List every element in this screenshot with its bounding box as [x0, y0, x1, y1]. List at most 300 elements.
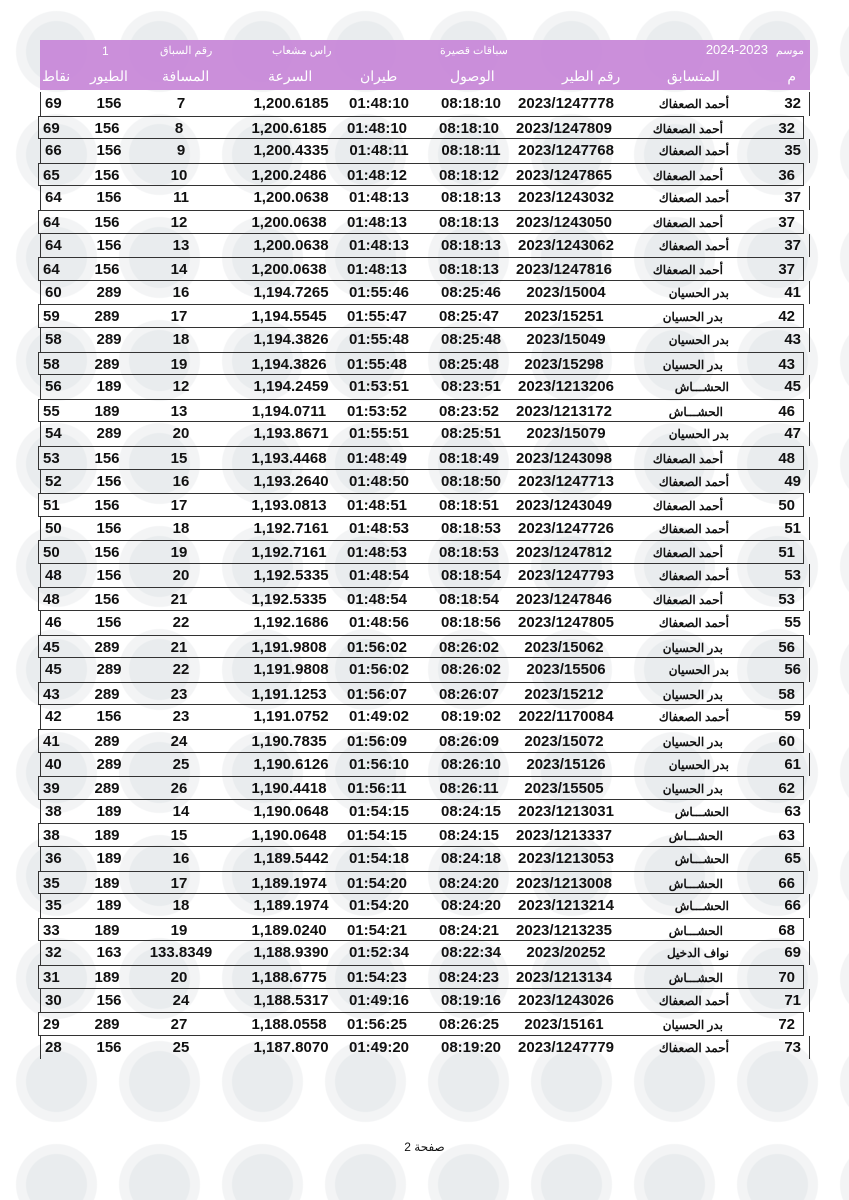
cell-ring-number: 2023/1213008 — [516, 874, 612, 892]
cell-distance: 21 — [170, 591, 188, 609]
table-header — [40, 40, 810, 90]
cell-rank: 37 — [778, 261, 795, 279]
cell-birds: 289 — [94, 1016, 120, 1034]
cell-speed: 1,194.5545 — [251, 308, 327, 326]
cell-rank: 59 — [784, 708, 801, 726]
cell-distance: 27 — [170, 1016, 188, 1034]
cell-points: 52 — [45, 472, 62, 490]
cell-ring-number: 2023/15062 — [524, 638, 604, 656]
cell-birds: 156 — [94, 544, 120, 562]
cell-ring-number: 2023/1247713 — [518, 472, 614, 490]
cell-rank: 68 — [778, 921, 795, 939]
cell-ring-number: 2023/1247809 — [516, 119, 612, 137]
cell-arrival-time: 08:24:15 — [438, 827, 500, 845]
cell-ring-number: 2023/1213337 — [516, 827, 612, 845]
table-row — [38, 399, 804, 423]
cell-rank: 37 — [784, 236, 801, 254]
cell-rank: 70 — [778, 968, 795, 986]
cell-rank: 53 — [784, 566, 801, 584]
season-label: موسم — [775, 45, 804, 57]
table-row — [38, 540, 804, 564]
cell-arrival-time: 08:26:11 — [439, 780, 499, 798]
cell-speed: 1,194.3826 — [253, 330, 329, 348]
cell-distance: 133.8349 — [149, 944, 213, 962]
cell-birds: 289 — [96, 661, 122, 679]
cell-birds: 289 — [96, 425, 122, 443]
cell-competitor: الحشـــاش — [668, 829, 723, 844]
cell-competitor: بدر الحسيان — [662, 687, 723, 702]
cell-arrival-time: 08:18:13 — [440, 189, 502, 207]
cell-flight-time: 01:48:54 — [348, 566, 410, 584]
cell-competitor: أحمد الصعفاك — [652, 168, 723, 183]
cell-flight-time: 01:55:47 — [346, 308, 408, 326]
cell-flight-time: 01:56:02 — [346, 638, 408, 656]
cell-rank: 46 — [778, 402, 795, 420]
col-ring: رقم الطير — [562, 68, 621, 84]
cell-ring-number: 2023/1213235 — [516, 921, 612, 939]
table-row — [40, 941, 810, 965]
cell-birds: 289 — [96, 283, 122, 301]
cell-competitor: الحشـــاش — [668, 404, 723, 419]
cell-flight-time: 01:56:09 — [346, 733, 408, 751]
cell-points: 42 — [45, 708, 62, 726]
cell-distance: 17 — [170, 308, 188, 326]
table-row — [38, 304, 804, 328]
cell-rank: 56 — [778, 638, 795, 656]
cell-competitor: أحمد الصعفاك — [652, 593, 723, 608]
cell-ring-number: 2023/1247865 — [516, 166, 612, 184]
cell-flight-time: 01:48:51 — [346, 497, 408, 515]
cell-arrival-time: 08:18:54 — [440, 566, 502, 584]
cell-arrival-time: 08:26:02 — [440, 661, 502, 679]
cell-points: 45 — [45, 661, 62, 679]
cell-rank: 32 — [778, 119, 795, 137]
cell-flight-time: 01:48:12 — [346, 166, 408, 184]
table-row — [40, 611, 810, 635]
cell-flight-time: 01:55:51 — [348, 425, 410, 443]
cell-arrival-time: 08:26:09 — [438, 733, 500, 751]
race-number-label: رقم السباق — [160, 45, 213, 57]
cell-points: 60 — [45, 283, 62, 301]
col-rank: م — [787, 68, 796, 84]
cell-flight-time: 01:54:21 — [346, 921, 408, 939]
cell-competitor: بدر الحسيان — [668, 757, 729, 772]
cell-rank: 62 — [778, 780, 795, 798]
cell-points: 46 — [45, 614, 62, 632]
table-row — [38, 918, 804, 942]
cell-birds: 156 — [96, 472, 122, 490]
cell-points: 40 — [45, 755, 62, 773]
cell-flight-time: 01:55:46 — [348, 283, 410, 301]
table-row — [40, 186, 810, 210]
cell-distance: 17 — [170, 497, 188, 515]
table-row — [40, 422, 810, 446]
cell-competitor: أحمد الصعفاك — [658, 521, 729, 536]
cell-birds: 156 — [94, 213, 120, 231]
cell-rank: 73 — [784, 1038, 801, 1056]
cell-flight-time: 01:48:54 — [346, 591, 408, 609]
cell-distance: 19 — [170, 921, 188, 939]
cell-distance: 8 — [174, 119, 184, 137]
cell-birds: 156 — [94, 497, 120, 515]
page-number: صفحة 2 — [404, 1140, 445, 1154]
cell-points: 54 — [45, 425, 62, 443]
col-name: المتسابق — [667, 68, 720, 84]
cell-speed: 1,190.0648 — [253, 802, 329, 820]
cell-flight-time: 01:48:53 — [346, 544, 408, 562]
cell-arrival-time: 08:25:48 — [440, 330, 502, 348]
cell-ring-number: 2023/15072 — [524, 733, 604, 751]
cell-speed: 1,188.9390 — [253, 944, 329, 962]
cell-distance: 9 — [176, 142, 186, 160]
cell-flight-time: 01:54:20 — [348, 897, 410, 915]
cell-birds: 189 — [96, 378, 122, 396]
cell-flight-time: 01:48:10 — [348, 95, 410, 112]
cell-rank: 61 — [784, 755, 801, 773]
cell-birds: 156 — [94, 261, 120, 279]
cell-arrival-time: 08:26:07 — [438, 685, 500, 703]
cell-competitor: أحمد الصعفاك — [652, 263, 723, 278]
cell-speed: 1,192.7161 — [251, 544, 327, 562]
cell-speed: 1,193.2640 — [253, 472, 329, 490]
cell-birds: 189 — [94, 402, 120, 420]
cell-rank: 65 — [784, 850, 801, 867]
cell-distance: 23 — [172, 708, 190, 726]
cell-speed: 1,188.6775 — [251, 968, 327, 986]
cell-ring-number: 2023/15212 — [524, 685, 604, 703]
cell-ring-number: 2023/1247793 — [518, 566, 614, 584]
cell-distance: 20 — [170, 968, 188, 986]
cell-speed: 1,190.0648 — [251, 827, 327, 845]
cell-ring-number: 2023/1243098 — [516, 449, 612, 467]
table-row — [38, 116, 804, 140]
table-row — [38, 210, 804, 234]
cell-ring-number: 2023/15506 — [526, 661, 606, 679]
cell-arrival-time: 08:24:20 — [438, 874, 500, 892]
cell-speed: 1,190.4418 — [251, 780, 327, 798]
cell-competitor: الحشـــاش — [668, 923, 723, 938]
cell-ring-number: 2023/15049 — [526, 330, 606, 348]
cell-ring-number: 2023/1243050 — [516, 213, 612, 231]
cell-flight-time: 01:49:02 — [348, 708, 410, 726]
cell-speed: 1,193.4468 — [251, 449, 327, 467]
cell-birds: 189 — [94, 968, 120, 986]
cell-ring-number: 2023/15505 — [524, 780, 604, 798]
cell-birds: 289 — [96, 755, 122, 773]
table-row — [38, 352, 804, 376]
cell-competitor: الحشـــاش — [674, 852, 729, 866]
cell-distance: 22 — [172, 614, 190, 632]
cell-birds: 156 — [96, 1038, 122, 1056]
cell-points: 64 — [43, 213, 60, 231]
cell-distance: 12 — [170, 213, 188, 231]
cell-points: 45 — [43, 638, 60, 656]
cell-points: 28 — [45, 1038, 62, 1056]
table-row — [40, 894, 810, 918]
table-row — [40, 564, 810, 588]
cell-birds: 156 — [96, 614, 122, 632]
cell-flight-time: 01:56:25 — [346, 1016, 408, 1034]
cell-points: 32 — [45, 944, 62, 962]
cell-points: 35 — [43, 874, 60, 892]
cell-rank: 72 — [778, 1016, 795, 1034]
cell-rank: 66 — [778, 874, 795, 892]
cell-flight-time: 01:48:50 — [348, 472, 410, 490]
cell-speed: 1,187.8070 — [253, 1038, 329, 1056]
table-row — [40, 470, 810, 494]
cell-points: 36 — [45, 850, 62, 867]
cell-flight-time: 01:54:15 — [348, 802, 410, 820]
cell-speed: 1,200.0638 — [253, 236, 329, 254]
table-row — [40, 139, 810, 163]
cell-distance: 18 — [172, 519, 190, 537]
cell-competitor: بدر الحسيان — [662, 640, 723, 655]
cell-flight-time: 01:54:18 — [348, 850, 410, 867]
cell-competitor: نواف الدخيل — [666, 946, 729, 961]
cell-arrival-time: 08:26:10 — [440, 755, 502, 773]
cell-arrival-time: 08:19:02 — [440, 708, 502, 726]
cell-flight-time: 01:48:53 — [348, 519, 410, 537]
cell-arrival-time: 08:25:46 — [440, 283, 502, 301]
cell-flight-time: 01:48:11 — [349, 142, 409, 160]
cell-ring-number: 2023/1247779 — [518, 1038, 614, 1056]
cell-flight-time: 01:55:48 — [348, 330, 410, 348]
cell-rank: 35 — [784, 142, 801, 160]
cell-arrival-time: 08:18:13 — [440, 236, 502, 254]
cell-distance: 19 — [170, 544, 188, 562]
cell-points: 48 — [45, 566, 62, 584]
cell-competitor: أحمد الصعفاك — [658, 568, 729, 583]
cell-competitor: الحشـــاش — [668, 970, 723, 985]
cell-arrival-time: 08:24:18 — [440, 850, 502, 867]
cell-speed: 1,194.2459 — [253, 378, 329, 396]
cell-points: 31 — [43, 968, 60, 986]
cell-competitor: أحمد الصعفاك — [652, 121, 723, 136]
cell-arrival-time: 08:26:02 — [438, 638, 500, 656]
cell-speed: 1,193.8671 — [253, 425, 329, 443]
cell-speed: 1,191.0752 — [253, 708, 329, 726]
table-row — [40, 328, 810, 352]
cell-arrival-time: 08:18:13 — [438, 261, 500, 279]
cell-distance: 24 — [170, 733, 188, 751]
cell-arrival-time: 08:18:53 — [440, 519, 502, 537]
cell-flight-time: 01:54:23 — [346, 968, 408, 986]
cell-distance: 14 — [170, 261, 188, 279]
cell-arrival-time: 08:18:10 — [438, 119, 500, 137]
cell-competitor: أحمد الصعفاك — [658, 238, 729, 253]
table-row — [38, 446, 804, 470]
cell-ring-number: 2023/1247812 — [516, 544, 612, 562]
cell-birds: 156 — [94, 166, 120, 184]
cell-ring-number: 2023/1243049 — [516, 497, 612, 515]
cell-speed: 1,193.0813 — [251, 497, 327, 515]
table-row — [38, 823, 804, 847]
cell-flight-time: 01:48:56 — [348, 614, 410, 632]
cell-flight-time: 01:56:11 — [347, 780, 407, 798]
cell-arrival-time: 08:24:15 — [440, 802, 502, 820]
cell-birds: 289 — [94, 780, 120, 798]
cell-ring-number: 2023/1243062 — [518, 236, 614, 254]
cell-points: 56 — [45, 378, 62, 396]
cell-competitor: أحمد الصعفاك — [652, 451, 723, 466]
cell-rank: 71 — [784, 991, 801, 1009]
cell-competitor: بدر الحسيان — [668, 285, 729, 300]
cell-arrival-time: 08:18:11 — [441, 142, 501, 160]
cell-speed: 1,192.5335 — [253, 566, 329, 584]
cell-points: 69 — [45, 95, 62, 112]
cell-points: 58 — [45, 330, 62, 348]
cell-flight-time: 01:56:07 — [346, 685, 408, 703]
table-row — [40, 281, 810, 305]
cell-arrival-time: 08:25:48 — [438, 355, 500, 373]
cell-speed: 1,191.1253 — [251, 685, 327, 703]
cell-birds: 189 — [96, 897, 122, 915]
table-row — [40, 989, 810, 1013]
cell-ring-number: 2023/15126 — [526, 755, 606, 773]
cell-speed: 1,192.1686 — [253, 614, 329, 632]
cell-arrival-time: 08:23:51 — [440, 378, 502, 396]
cell-arrival-time: 08:23:52 — [438, 402, 500, 420]
table-row — [38, 1012, 804, 1036]
cell-rank: 66 — [784, 897, 801, 915]
cell-rank: 41 — [784, 283, 801, 301]
cell-birds: 189 — [96, 850, 122, 867]
cell-flight-time: 01:52:34 — [348, 944, 410, 962]
cell-speed: 1,200.0638 — [251, 213, 327, 231]
cell-points: 43 — [43, 685, 60, 703]
cell-speed: 1,188.5317 — [253, 991, 329, 1009]
cell-distance: 11 — [173, 189, 189, 207]
cell-distance: 16 — [172, 283, 190, 301]
cell-birds: 289 — [96, 330, 122, 348]
cell-arrival-time: 08:18:56 — [440, 614, 502, 632]
cell-flight-time: 01:48:49 — [346, 449, 408, 467]
table-row — [38, 635, 804, 659]
cell-flight-time: 01:54:20 — [346, 874, 408, 892]
cell-birds: 156 — [96, 236, 122, 254]
results-table — [40, 92, 810, 1059]
table-row — [40, 847, 810, 871]
cell-points: 53 — [43, 449, 60, 467]
cell-arrival-time: 08:18:10 — [440, 95, 502, 112]
cell-rank: 43 — [778, 355, 795, 373]
cell-speed: 1,200.0638 — [251, 261, 327, 279]
cell-distance: 14 — [172, 802, 190, 820]
table-row — [38, 729, 804, 753]
cell-distance: 23 — [170, 685, 188, 703]
cell-points: 48 — [43, 591, 60, 609]
cell-flight-time: 01:53:51 — [348, 378, 410, 396]
table-row — [40, 1036, 810, 1060]
cell-flight-time: 01:49:20 — [348, 1038, 410, 1056]
cell-birds: 156 — [96, 991, 122, 1009]
cell-ring-number: 2023/15004 — [526, 283, 606, 301]
cell-distance: 20 — [172, 425, 190, 443]
cell-competitor: بدر الحسيان — [668, 332, 729, 347]
cell-ring-number: 2023/15298 — [524, 355, 604, 373]
season: 2024-2023 — [705, 42, 768, 57]
cell-birds: 289 — [94, 638, 120, 656]
cell-rank: 36 — [778, 166, 795, 184]
cell-distance: 15 — [170, 827, 188, 845]
cell-speed: 1,191.9808 — [253, 661, 329, 679]
cell-rank: 55 — [784, 614, 801, 632]
table-row — [40, 517, 810, 541]
cell-competitor: أحمد الصعفاك — [658, 97, 729, 111]
cell-rank: 53 — [778, 591, 795, 609]
cell-competitor: أحمد الصعفاك — [658, 191, 729, 206]
cell-arrival-time: 08:26:25 — [438, 1016, 500, 1034]
cell-distance: 24 — [172, 991, 190, 1009]
cell-points: 33 — [43, 921, 60, 939]
cell-competitor: بدر الحسيان — [668, 427, 729, 442]
cell-birds: 156 — [96, 142, 122, 160]
cell-competitor: بدر الحسيان — [662, 357, 723, 372]
table-row — [38, 965, 804, 989]
cell-flight-time: 01:48:13 — [348, 189, 410, 207]
cell-speed: 1,191.9808 — [251, 638, 327, 656]
cell-distance: 16 — [172, 850, 190, 867]
cell-flight-time: 01:53:52 — [346, 402, 408, 420]
cell-speed: 1,188.0558 — [251, 1016, 327, 1034]
table-row — [40, 658, 810, 682]
cell-arrival-time: 08:18:13 — [438, 213, 500, 231]
cell-distance: 15 — [170, 449, 188, 467]
cell-arrival-time: 08:19:16 — [440, 991, 502, 1009]
table-row — [40, 92, 810, 116]
cell-flight-time: 01:55:48 — [346, 355, 408, 373]
cell-flight-time: 01:48:10 — [346, 119, 408, 137]
cell-competitor: أحمد الصعفاك — [652, 546, 723, 561]
col-birds: الطيور — [90, 68, 128, 84]
cell-points: 58 — [43, 355, 60, 373]
cell-points: 64 — [43, 261, 60, 279]
cell-points: 50 — [45, 519, 62, 537]
cell-birds: 156 — [94, 591, 120, 609]
race-location: راس مشعاب — [272, 45, 332, 57]
cell-speed: 1,190.7835 — [251, 733, 327, 751]
cell-ring-number: 2023/1247805 — [518, 614, 614, 632]
cell-points: 29 — [43, 1016, 60, 1034]
cell-distance: 26 — [170, 780, 188, 798]
table-row — [38, 587, 804, 611]
cell-rank: 48 — [778, 449, 795, 467]
cell-rank: 51 — [784, 519, 801, 537]
cell-distance: 18 — [172, 330, 190, 348]
cell-rank: 60 — [778, 733, 795, 751]
col-distance: المسافة — [162, 68, 210, 84]
cell-speed: 1,192.7161 — [253, 519, 329, 537]
cell-flight-time: 01:49:16 — [348, 991, 410, 1009]
cell-rank: 49 — [784, 472, 801, 490]
cell-birds: 156 — [96, 95, 122, 112]
table-row — [40, 375, 810, 399]
cell-competitor: بدر الحسيان — [662, 735, 723, 750]
cell-distance: 21 — [170, 638, 188, 656]
cell-rank: 56 — [784, 661, 801, 679]
cell-speed: 1,194.3826 — [251, 355, 327, 373]
cell-speed: 1,190.6126 — [253, 755, 329, 773]
table-row — [40, 800, 810, 824]
cell-arrival-time: 08:18:50 — [440, 472, 502, 490]
cell-birds: 289 — [94, 355, 120, 373]
cell-arrival-time: 08:18:49 — [438, 449, 500, 467]
cell-ring-number: 2022/1170084 — [518, 708, 614, 726]
cell-points: 38 — [45, 802, 62, 820]
cell-speed: 1,189.1974 — [253, 897, 329, 915]
cell-competitor: الحشـــاش — [674, 899, 729, 914]
cell-speed: 1,200.0638 — [253, 189, 329, 207]
